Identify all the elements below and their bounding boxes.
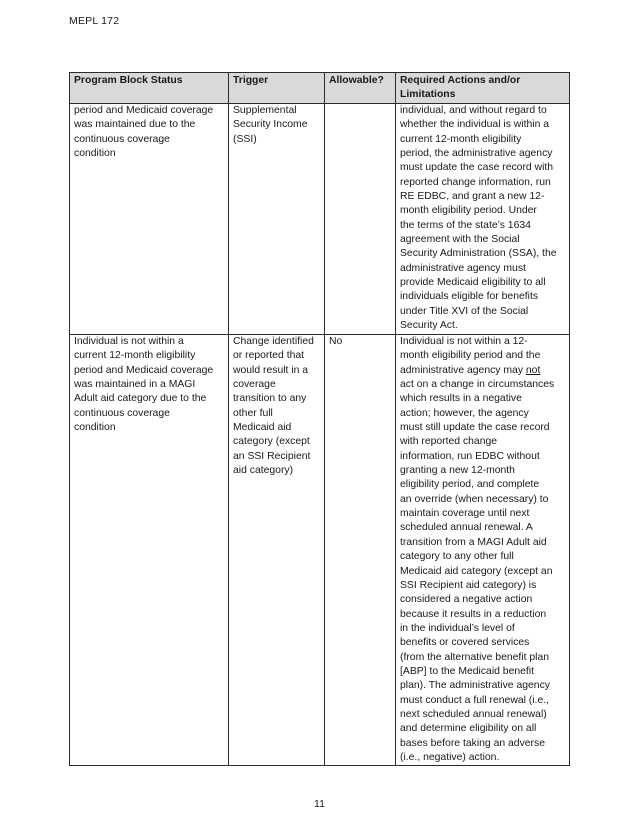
text-line bbox=[400, 364, 566, 378]
text-line: action; however, the agency bbox=[400, 407, 529, 419]
cell-allowable bbox=[325, 104, 396, 335]
text-line: category to any other full bbox=[400, 551, 514, 563]
text-line: because it results in a reduction bbox=[400, 608, 547, 620]
text-line: information, run EDBC without bbox=[400, 450, 540, 462]
table-header-row bbox=[70, 73, 570, 104]
cell-status bbox=[70, 335, 229, 766]
text-line: Security Act. bbox=[400, 320, 458, 332]
text-line: whether the individual is within a bbox=[400, 119, 550, 131]
text-line: agreement with the Social bbox=[400, 234, 520, 246]
text-line: condition bbox=[74, 422, 116, 434]
text-line: Individual is not within a bbox=[74, 336, 184, 347]
text-line: continuous coverage bbox=[74, 133, 170, 145]
text-line: SSI Recipient aid category) is bbox=[400, 579, 537, 591]
text-line: current 12-month eligibility bbox=[400, 133, 522, 145]
text-line: (i.e., negative) action. bbox=[400, 751, 500, 763]
text-line: an SSI Recipient bbox=[233, 450, 311, 462]
text-line: condition bbox=[74, 148, 116, 160]
text-line: with reported change bbox=[400, 436, 498, 448]
cell-status bbox=[70, 104, 229, 335]
text-line: maintain coverage until next bbox=[400, 508, 530, 520]
text-line: was maintained due to the bbox=[74, 119, 196, 131]
text-line: aid category) bbox=[233, 465, 294, 477]
text-line: benefits or covered services bbox=[400, 637, 530, 649]
header-program-block-status: Program Block Status bbox=[70, 73, 229, 104]
text-line: transition to any bbox=[233, 393, 307, 405]
text-line: which results in a negative bbox=[400, 393, 522, 405]
text-line: current 12-month eligibility bbox=[74, 350, 196, 362]
text-line: month eligibility period. Under bbox=[400, 205, 537, 217]
text-line: administrative agency must bbox=[400, 262, 526, 274]
text-line: Security Income bbox=[233, 119, 308, 131]
table-row bbox=[70, 104, 570, 335]
text-line: or reported that bbox=[233, 350, 305, 362]
text-line: Security Administration (SSA), the bbox=[400, 248, 557, 260]
header-allowable: Allowable? bbox=[325, 73, 396, 104]
cell-allowable: No bbox=[325, 335, 396, 766]
text-line: individuals eligible for benefits bbox=[400, 291, 539, 303]
program-block-table bbox=[69, 72, 570, 766]
text-line: provide Medicaid eligibility to all bbox=[400, 277, 546, 289]
document-id: MEPL 172 bbox=[69, 15, 120, 27]
emphasis-not: not bbox=[525, 364, 541, 376]
text-line: reported change information, run bbox=[400, 176, 551, 188]
page-number: 11 bbox=[314, 798, 325, 810]
text-fragment: administrative agency may bbox=[400, 364, 524, 376]
text-line: continuous coverage bbox=[74, 407, 170, 419]
text-line: (SSI) bbox=[233, 133, 257, 145]
text-line: Medicaid aid category (except an bbox=[400, 565, 553, 577]
text-line: other full bbox=[233, 407, 273, 419]
text-line: scheduled annual renewal. A bbox=[400, 522, 533, 534]
text-line: act on a change in circumstances bbox=[400, 379, 555, 391]
text-line: period, the administrative agency bbox=[400, 148, 553, 160]
text-line: must conduct a full renewal (i.e., bbox=[400, 694, 550, 706]
text-line: [ABP] to the Medicaid benefit bbox=[400, 665, 535, 677]
text-line: in the individual’s level of bbox=[400, 622, 515, 634]
text-line: category (except bbox=[233, 436, 310, 448]
text-line: Change identified bbox=[233, 336, 314, 347]
text-line: period and Medicaid coverage bbox=[74, 105, 214, 116]
cell-actions bbox=[396, 335, 570, 766]
text-line: was maintained in a MAGI bbox=[74, 379, 196, 391]
cell-trigger bbox=[229, 104, 325, 335]
text-line: would result in a bbox=[233, 364, 309, 376]
text-line: month eligibility period and the bbox=[400, 350, 541, 362]
text-line: considered a negative action bbox=[400, 594, 533, 606]
text-line: RE EDBC, and grant a new 12- bbox=[400, 191, 545, 203]
text-line: plan). The administrative agency bbox=[400, 680, 550, 692]
text-line: and determine eligibility on all bbox=[400, 723, 537, 735]
text-line: Individual is not within a 12- bbox=[400, 336, 528, 347]
cell-trigger bbox=[229, 335, 325, 766]
header-required-actions: Required Actions and/or Limitations bbox=[396, 73, 570, 104]
text-line: individual, and without regard to bbox=[400, 105, 547, 116]
text-line: must update the case record with bbox=[400, 162, 554, 174]
text-line: transition from a MAGI Adult aid bbox=[400, 536, 547, 548]
text-line: the terms of the state’s 1634 bbox=[400, 219, 531, 231]
text-line: next scheduled annual renewal) bbox=[400, 708, 547, 720]
text-line: eligibility period, and complete bbox=[400, 479, 540, 491]
text-line: bases before taking an adverse bbox=[400, 737, 545, 749]
table-row bbox=[70, 335, 570, 766]
text-line: under Title XVI of the Social bbox=[400, 305, 529, 317]
text-line: Adult aid category due to the bbox=[74, 393, 207, 405]
text-line: (from the alternative benefit plan bbox=[400, 651, 550, 663]
text-line: must still update the case record bbox=[400, 422, 550, 434]
text-line: period and Medicaid coverage bbox=[74, 364, 214, 376]
text-line: coverage bbox=[233, 379, 276, 391]
text-line: granting a new 12-month bbox=[400, 465, 515, 477]
cell-actions bbox=[396, 104, 570, 335]
text-line: an override (when necessary) to bbox=[400, 493, 549, 505]
header-trigger: Trigger bbox=[229, 73, 325, 104]
text-line: Medicaid aid bbox=[233, 422, 292, 434]
text-line: Supplemental bbox=[233, 105, 297, 116]
